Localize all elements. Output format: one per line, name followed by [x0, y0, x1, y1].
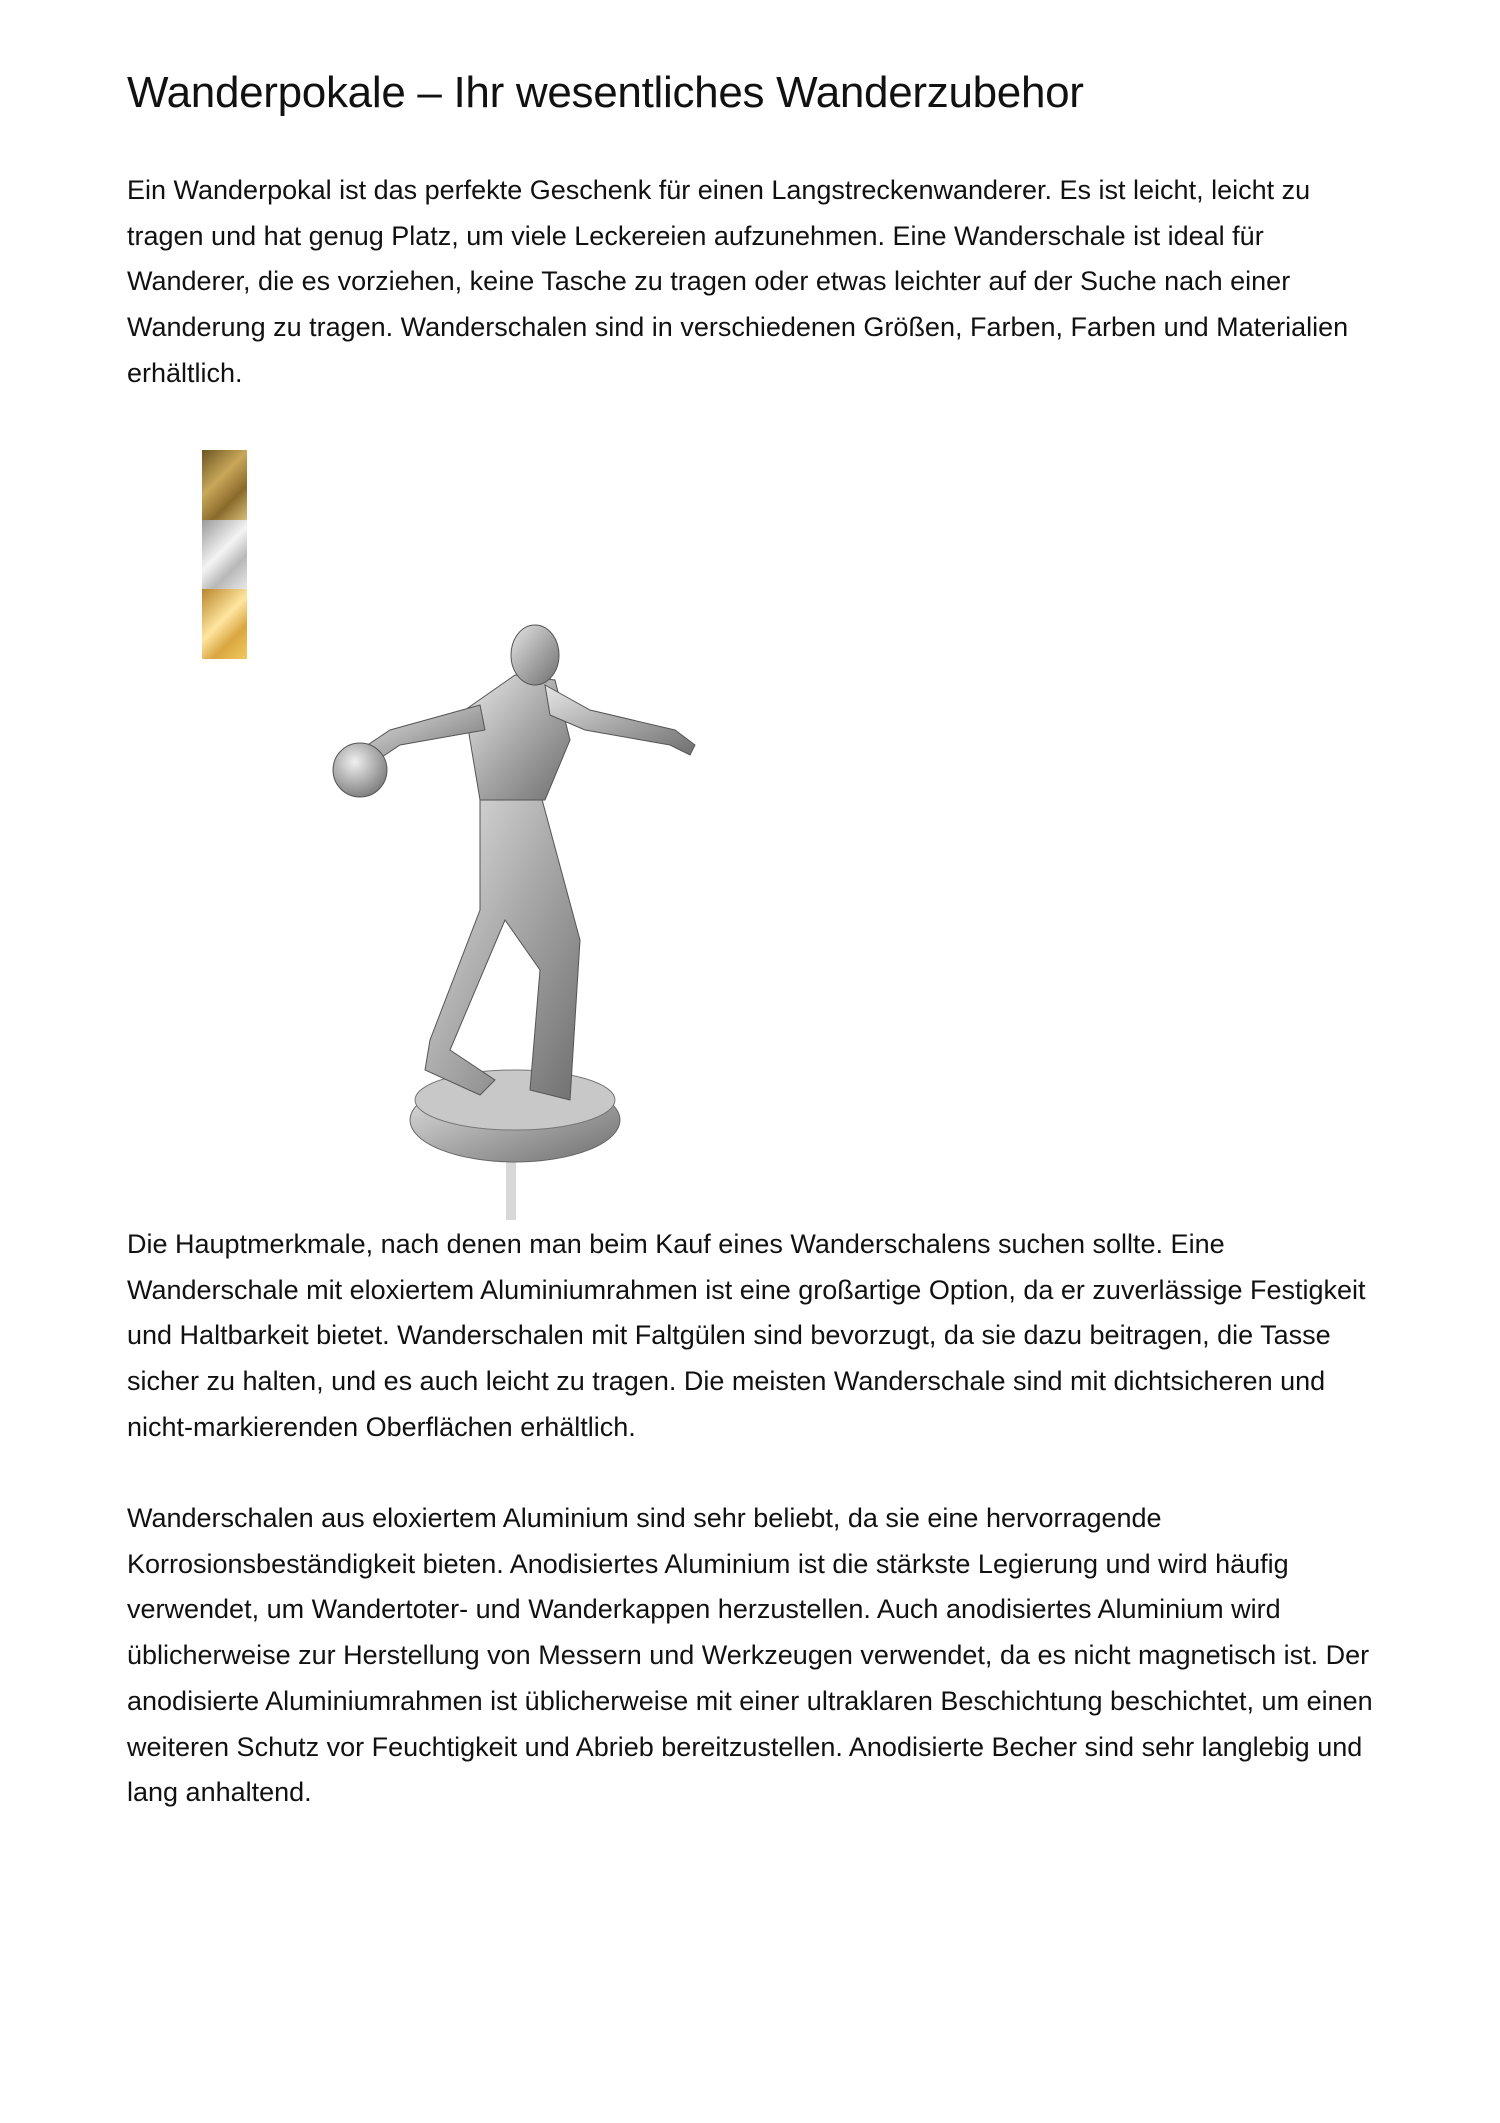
bowler-trophy-figure-image	[330, 620, 800, 1220]
intro-paragraph: Ein Wanderpokal ist das perfekte Geschenk für einen Langstreckenwanderer. Es ist leicht, leicht zu tragen und hat genug Platz, um viele Leckereien aufzunehmen. Eine Wanderschale ist ideal für Wanderer, die es vorziehen, keine Tasche zu tragen oder etwas leichter auf der Suche nach einer Wanderung zu tragen. Wanderschalen sind in verschiedenen Größen, Farben, Farben und Materialien erhältlich.	[127, 175, 1349, 388]
gold-swatch	[202, 589, 247, 659]
aluminium-paragraph: Wanderschalen aus eloxiertem Aluminium sind sehr beliebt, da sie eine hervorragende Korrosionsbeständigkeit bieten. Anodisiertes Aluminium ist die stärkste Legierung und wird häufig verwendet, um Wandertoter- und Wanderkappen herzustellen. Auch anodisiertes Aluminium wird üblicherweise zur Herstellung von Messern und Werkzeugen verwendet, da es nicht magnetisch ist. Der anodisierte Aluminiumrahmen ist üblicherweise mit einer ultraklaren Beschichtung beschichtet, um einen weiteren Schutz vor Feuchtigkeit und Abrieb bereitzustellen. Anodisierte Becher sind sehr langlebig und lang anhaltend.	[127, 1503, 1373, 1808]
page-title: Wanderpokale – Ihr wesentliches Wanderzubehor	[127, 68, 1084, 117]
features-paragraph: Die Hauptmerkmale, nach denen man beim Kauf eines Wanderschalens suchen sollte. Eine Wanderschale mit eloxiertem Aluminiumrahmen ist eine großartige Option, da er zuverlässige Festigkeit und Haltbarkeit bietet. Wanderschalen mit Faltgülen sind bevorzugt, da sie dazu beitragen, die Tasse sicher zu halten, und es auch leicht zu tragen. Die meisten Wanderschale sind mit dichtsicheren und nicht-markierenden Oberflächen erhältlich.	[127, 1229, 1366, 1442]
color-swatches	[202, 450, 247, 659]
silver-swatch	[202, 520, 247, 590]
bronze-swatch	[202, 450, 247, 520]
